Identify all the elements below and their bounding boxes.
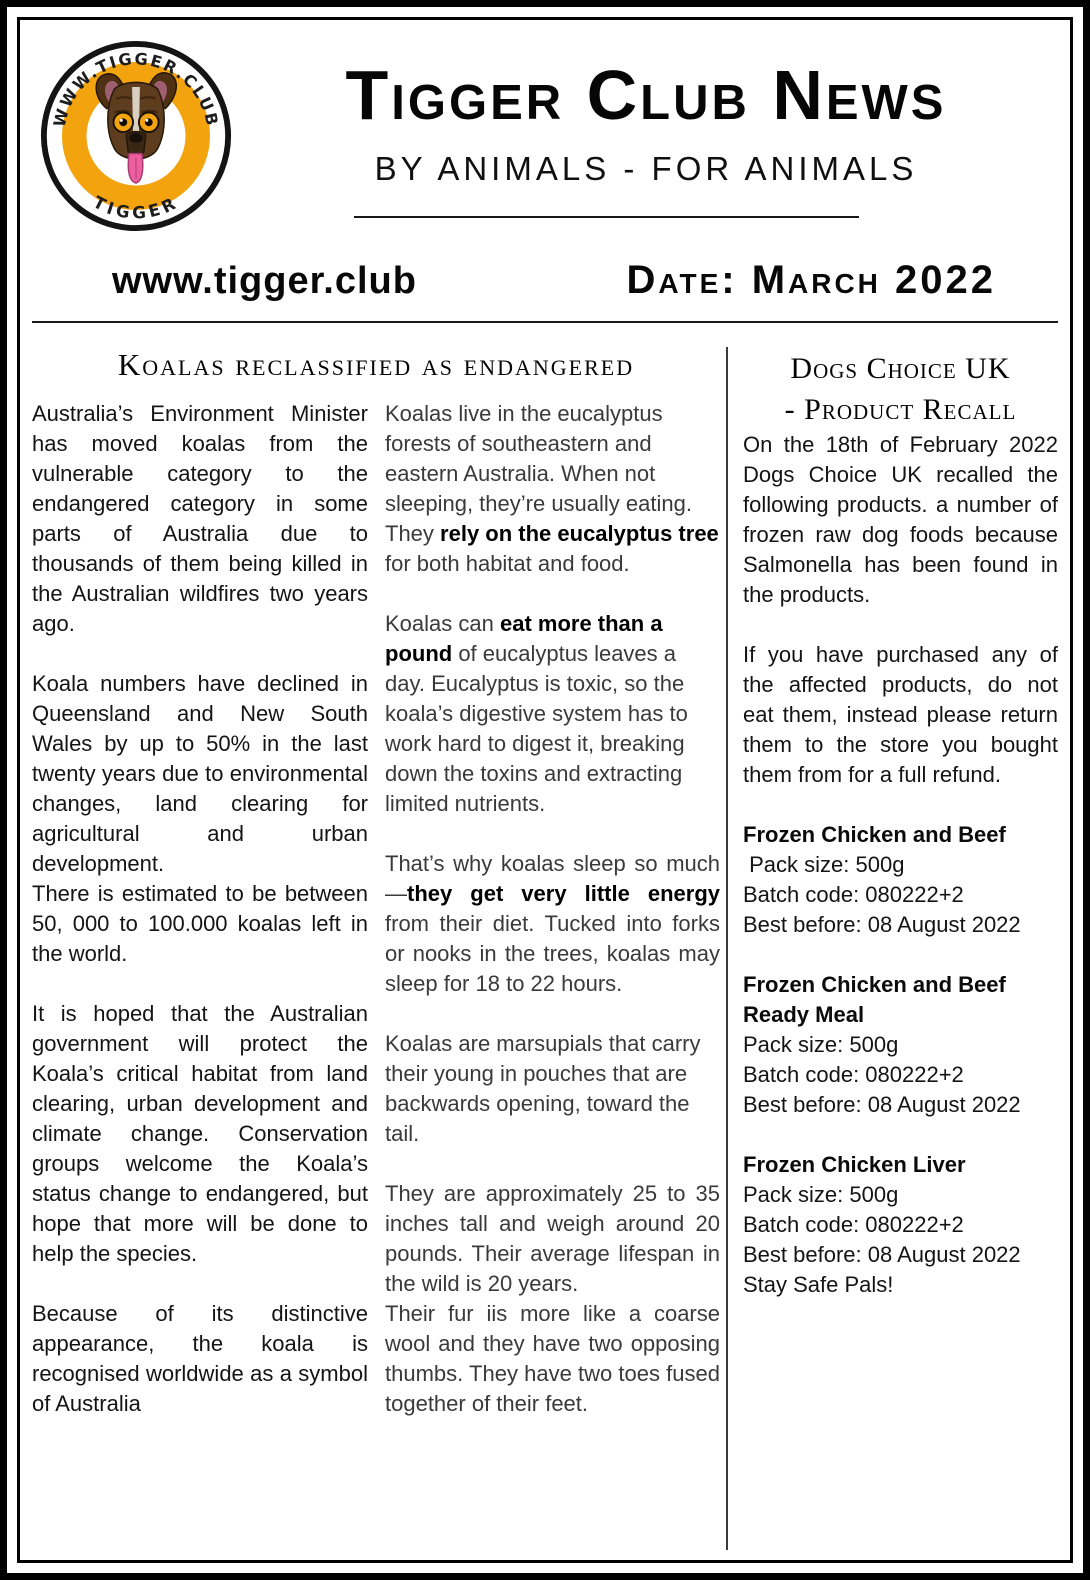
masthead xyxy=(234,34,1058,234)
article-paragraph: Australia’s Environment Minister has moved koalas from the vulnerable category to the endangered category in some parts of Australia due to thousands of them being killed in the Australian wildfires two years ago. xyxy=(32,401,368,636)
header-body-divider xyxy=(32,321,1058,323)
recall-headline-line2: - Product Recall xyxy=(784,392,1017,426)
product-batch-code: Batch code: 080222+2 xyxy=(743,1212,964,1237)
logo-arc-text: WWW.TIGGER.CLUB xyxy=(49,49,223,129)
signoff-text: Stay Safe Pals! xyxy=(743,1272,894,1297)
product-name: Frozen Chicken and Beef Ready Meal xyxy=(743,972,1006,1027)
product-name: Frozen Chicken Liver xyxy=(743,1152,966,1177)
recall-product xyxy=(743,820,1058,940)
page-frame xyxy=(17,17,1073,1563)
article-paragraph: They are approximately 25 to 35 inches tall and weigh around 20 pounds. Their average lifespan in the wild is 20 years. xyxy=(385,1181,720,1296)
recall-article xyxy=(726,347,1058,1550)
koala-article-column-2 xyxy=(385,399,720,1419)
koala-article-body xyxy=(32,399,720,1419)
issue-date: Date: March 2022 xyxy=(626,258,996,302)
article-paragraph: Because of its distinctive appearance, the koala is recognised worldwide as a symbol of Australia xyxy=(32,1301,368,1416)
product-name: Frozen Chicken and Beef xyxy=(743,822,1006,847)
product-batch-code: Batch code: 080222+2 xyxy=(743,1062,964,1087)
article-paragraph: There is estimated to be between 50, 000 to 100.000 koalas left in the world. xyxy=(32,881,368,966)
article-paragraph: If you have purchased any of the affected products, do not eat them, instead please return them to the store you bought them from for a full refund. xyxy=(743,642,1058,787)
article-paragraph: Koala numbers have declined in Queensland and New South Wales by up to 50% in the last twenty years due to environmental changes, land clearing for agricultural and urban development. xyxy=(32,671,368,876)
meta-row xyxy=(32,258,1058,303)
product-best-before: Best before: 08 August 2022 xyxy=(743,1242,1021,1267)
newsletter-subtitle: BY ANIMALS - FOR ANIMALS xyxy=(374,150,918,187)
recall-headline-line1: Dogs Choice UK xyxy=(790,352,1011,385)
recall-product xyxy=(743,970,1058,1120)
article-paragraph: Koalas live in the eucalyptus forests of southeastern and eastern Australia. When not sleeping, they’re usually eating. They rely on the eucalyptus tree for both habitat and food. xyxy=(385,401,719,576)
website-url: www.tigger.club xyxy=(112,260,417,302)
product-best-before: Best before: 08 August 2022 xyxy=(743,912,1021,937)
article-paragraph: Koalas can eat more than a pound of eucalyptus leaves a day. Eucalyptus is toxic, so the koala’s digestive system has to work hard to digest it, breaking down the toxins and extracting limited nutrients. xyxy=(385,611,688,816)
article-paragraph: Their fur iis more like a coarse wool and they have two opposing thumbs. They have two toes fused together of their feet. xyxy=(385,1301,720,1416)
product-batch-code: Batch code: 080222+2 xyxy=(743,882,964,907)
product-best-before: Best before: 08 August 2022 xyxy=(743,1092,1021,1117)
koala-article-column-1 xyxy=(32,399,368,1419)
koala-article-headline: Koalas reclassified as endangered xyxy=(117,347,635,382)
article-paragraph: That’s why koalas sleep so much—they get very little energy from their diet. Tucked into forks or nooks in the trees, koalas may sleep for 18 to 22 hours. xyxy=(385,851,720,996)
page-inner-margin xyxy=(7,7,1083,1573)
product-pack-size: Pack size: 500g xyxy=(743,852,905,877)
masthead-divider xyxy=(354,216,859,218)
koala-article xyxy=(32,347,720,1550)
newsletter-title: Tigger Club News xyxy=(345,56,947,134)
logo-name-text: TIGGER xyxy=(90,192,182,223)
recall-article-headline xyxy=(743,349,1058,430)
article-paragraph: It is hoped that the Australian government will protect the Koala’s critical habitat from land clearing, urban development and climate change. Conservation groups welcome the Koala’s status change to endangered, but hope that more will be done to help the species. xyxy=(32,1001,368,1266)
article-paragraph: Koalas are marsupials that carry their young in pouches that are backwards opening, toward the tail. xyxy=(385,1031,701,1146)
tigger-club-logo xyxy=(38,38,234,234)
newsletter-header xyxy=(32,34,1058,234)
product-pack-size: Pack size: 500g xyxy=(743,1032,899,1057)
article-paragraph: On the 18th of February 2022 Dogs Choice UK recalled the following products. a number of frozen raw dog foods because Salmonella has been found in the products. xyxy=(743,432,1058,607)
product-pack-size: Pack size: 500g xyxy=(743,1182,899,1207)
recall-product xyxy=(743,1150,1058,1270)
article-columns xyxy=(32,347,1058,1550)
